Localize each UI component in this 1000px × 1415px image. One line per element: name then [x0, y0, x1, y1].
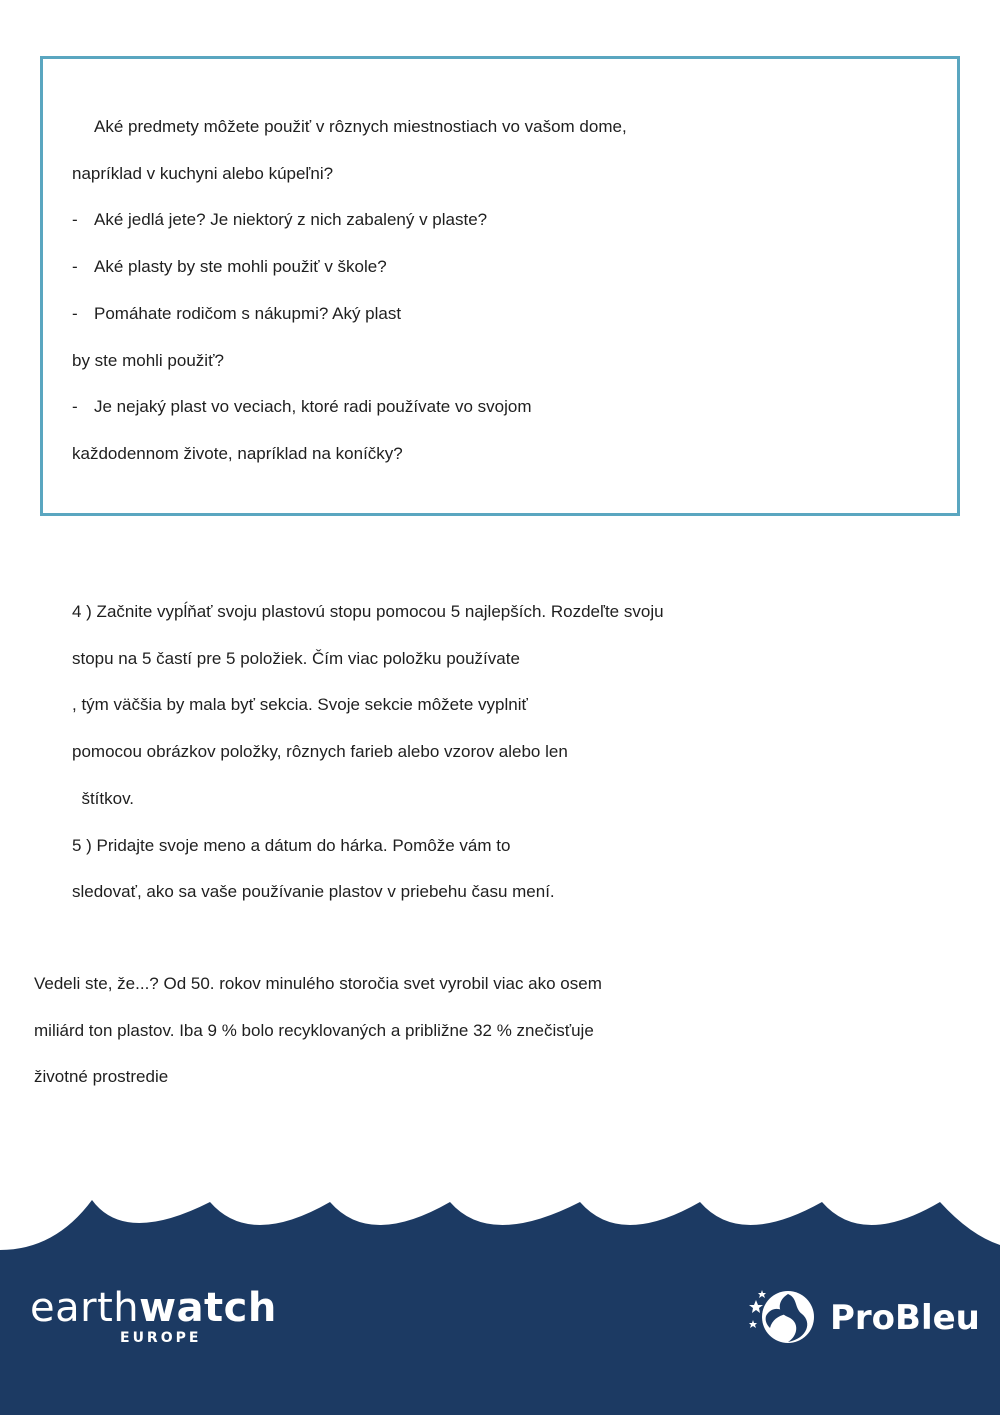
question-line: každodennom živote, napríklad na koníčky? [72, 443, 403, 463]
instruction-line: štítkov. [72, 788, 135, 808]
earthwatch-logo-bold: watch [139, 1285, 277, 1331]
instruction-line: stopu na 5 častí pre 5 položiek. Čím viac položku používate [72, 648, 520, 668]
question-line: napríklad v kuchyni alebo kúpeľni? [72, 163, 334, 183]
probleu-logo-text: ProBleu [830, 1298, 980, 1338]
earthwatch-sub: EUROPE [120, 1330, 202, 1346]
question-line: Aké predmety môžete použiť v rôznych miestnostiach vo vašom dome, [94, 117, 627, 136]
question-line: by ste mohli použiť? [72, 350, 224, 370]
earthwatch-logo-light: earth [30, 1285, 140, 1331]
instruction-line: 5 ) Pridajte svoje meno a dátum do hárka. Pomôže vám to [72, 835, 511, 855]
question-line: - Aké plasty by ste mohli použiť v škole? [72, 257, 387, 277]
question-line: - Pomáhate rodičom s nákupmi? Aký plast [72, 303, 402, 323]
question-line: - Je nejaký plast vo veciach, ktoré radi používate vo svojom [72, 397, 532, 417]
probleu-logo-icon [748, 1286, 820, 1348]
instruction-line: , tým väčšia by mala byť sekcia. Svoje sekcie môžete vyplniť [72, 695, 528, 715]
fact-line: životné prostredie [34, 1067, 169, 1087]
fact-line: miliárd ton plastov. Iba 9 % bolo recyklovaných a približne 32 % znečisťuje [34, 1020, 594, 1040]
question-line: - Aké jedlá jete? Je niektorý z nich zabalený v plaste? [72, 210, 488, 230]
fact-line: Vedeli ste, že...? Od 50. rokov minulého storočia svet vyrobil viac ako osem [34, 974, 602, 993]
instruction-line: sledovať, ako sa vaše používanie plastov v priebehu času mení. [72, 882, 555, 902]
earthwatch-logo [30, 1285, 277, 1331]
instruction-line: 4 ) Začnite vypĺňať svoju plastovú stopu pomocou 5 najlepších. Rozdeľte svoju [72, 602, 664, 621]
instruction-line: pomocou obrázkov položky, rôznych farieb alebo vzorov alebo len [72, 742, 568, 762]
